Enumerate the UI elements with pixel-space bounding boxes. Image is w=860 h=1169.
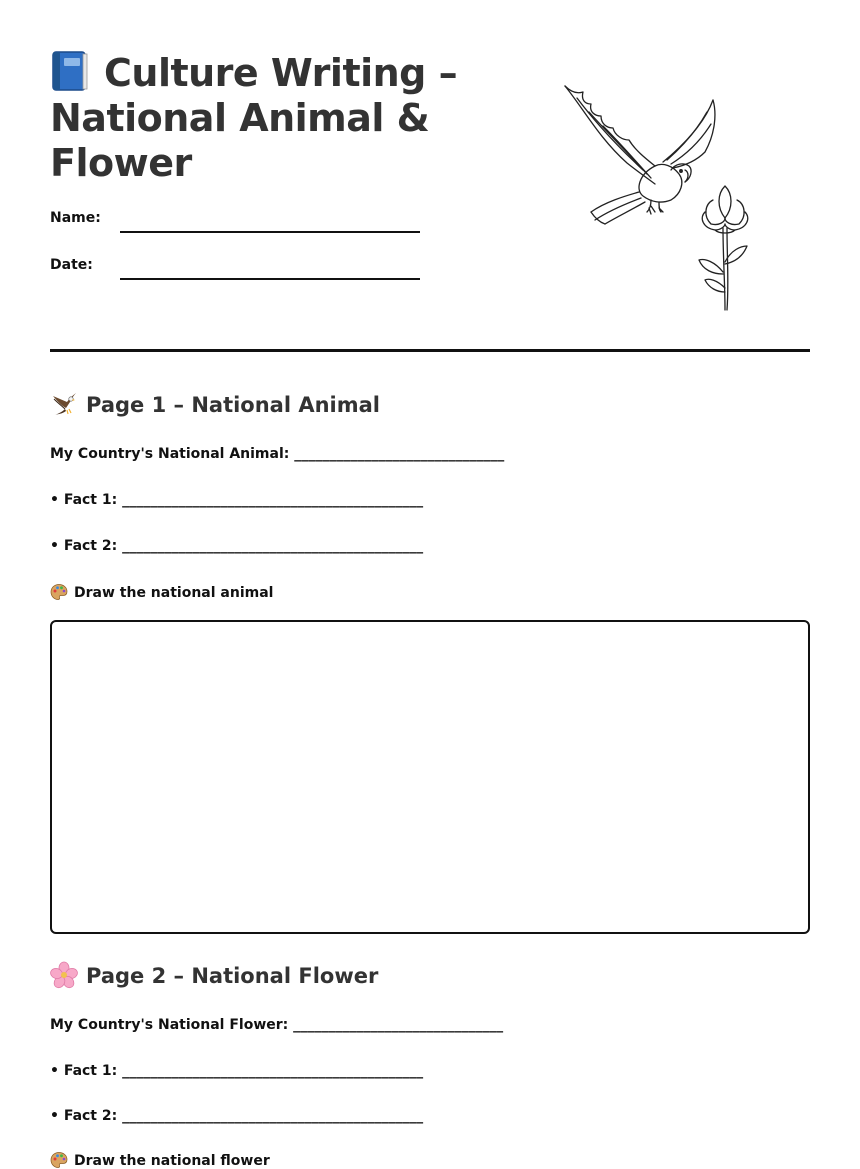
name-field[interactable] bbox=[120, 231, 420, 233]
cherry-blossom-icon bbox=[50, 961, 78, 989]
draw-animal-text: Draw the national animal bbox=[74, 585, 274, 601]
page-title bbox=[50, 50, 510, 186]
draw-flower-text: Draw the national flower bbox=[74, 1153, 270, 1169]
page2-heading-text: Page 2 – National Flower bbox=[86, 964, 379, 988]
date-label: Date: bbox=[50, 257, 93, 273]
palette-icon bbox=[50, 583, 68, 601]
book-icon bbox=[50, 50, 90, 92]
palette-icon bbox=[50, 1151, 68, 1169]
national-animal-field[interactable]: My Country's National Animal: ______________________________ bbox=[50, 446, 505, 462]
animal-drawing-area[interactable] bbox=[50, 620, 810, 934]
page1-heading-text: Page 1 – National Animal bbox=[86, 393, 381, 417]
draw-flower-prompt bbox=[50, 1151, 270, 1169]
title-text: Culture Writing – National Animal & Flower bbox=[50, 51, 458, 185]
date-field[interactable] bbox=[120, 278, 420, 280]
eagle-and-flower-illustration bbox=[555, 78, 770, 313]
national-flower-field[interactable]: My Country's National Flower: ______________________________ bbox=[50, 1017, 504, 1033]
section-divider bbox=[50, 349, 810, 352]
flower-fact1-field[interactable]: • Fact 1: ___________________________________________ bbox=[50, 1063, 424, 1079]
name-label: Name: bbox=[50, 210, 101, 226]
page2-heading bbox=[50, 961, 378, 989]
page1-heading bbox=[50, 390, 380, 418]
animal-fact1-field[interactable]: • Fact 1: ___________________________________________ bbox=[50, 492, 424, 508]
animal-fact2-field[interactable]: • Fact 2: ___________________________________________ bbox=[50, 538, 424, 554]
eagle-icon bbox=[50, 390, 78, 418]
draw-animal-prompt bbox=[50, 583, 273, 601]
flower-fact2-field[interactable]: • Fact 2: ___________________________________________ bbox=[50, 1108, 424, 1124]
